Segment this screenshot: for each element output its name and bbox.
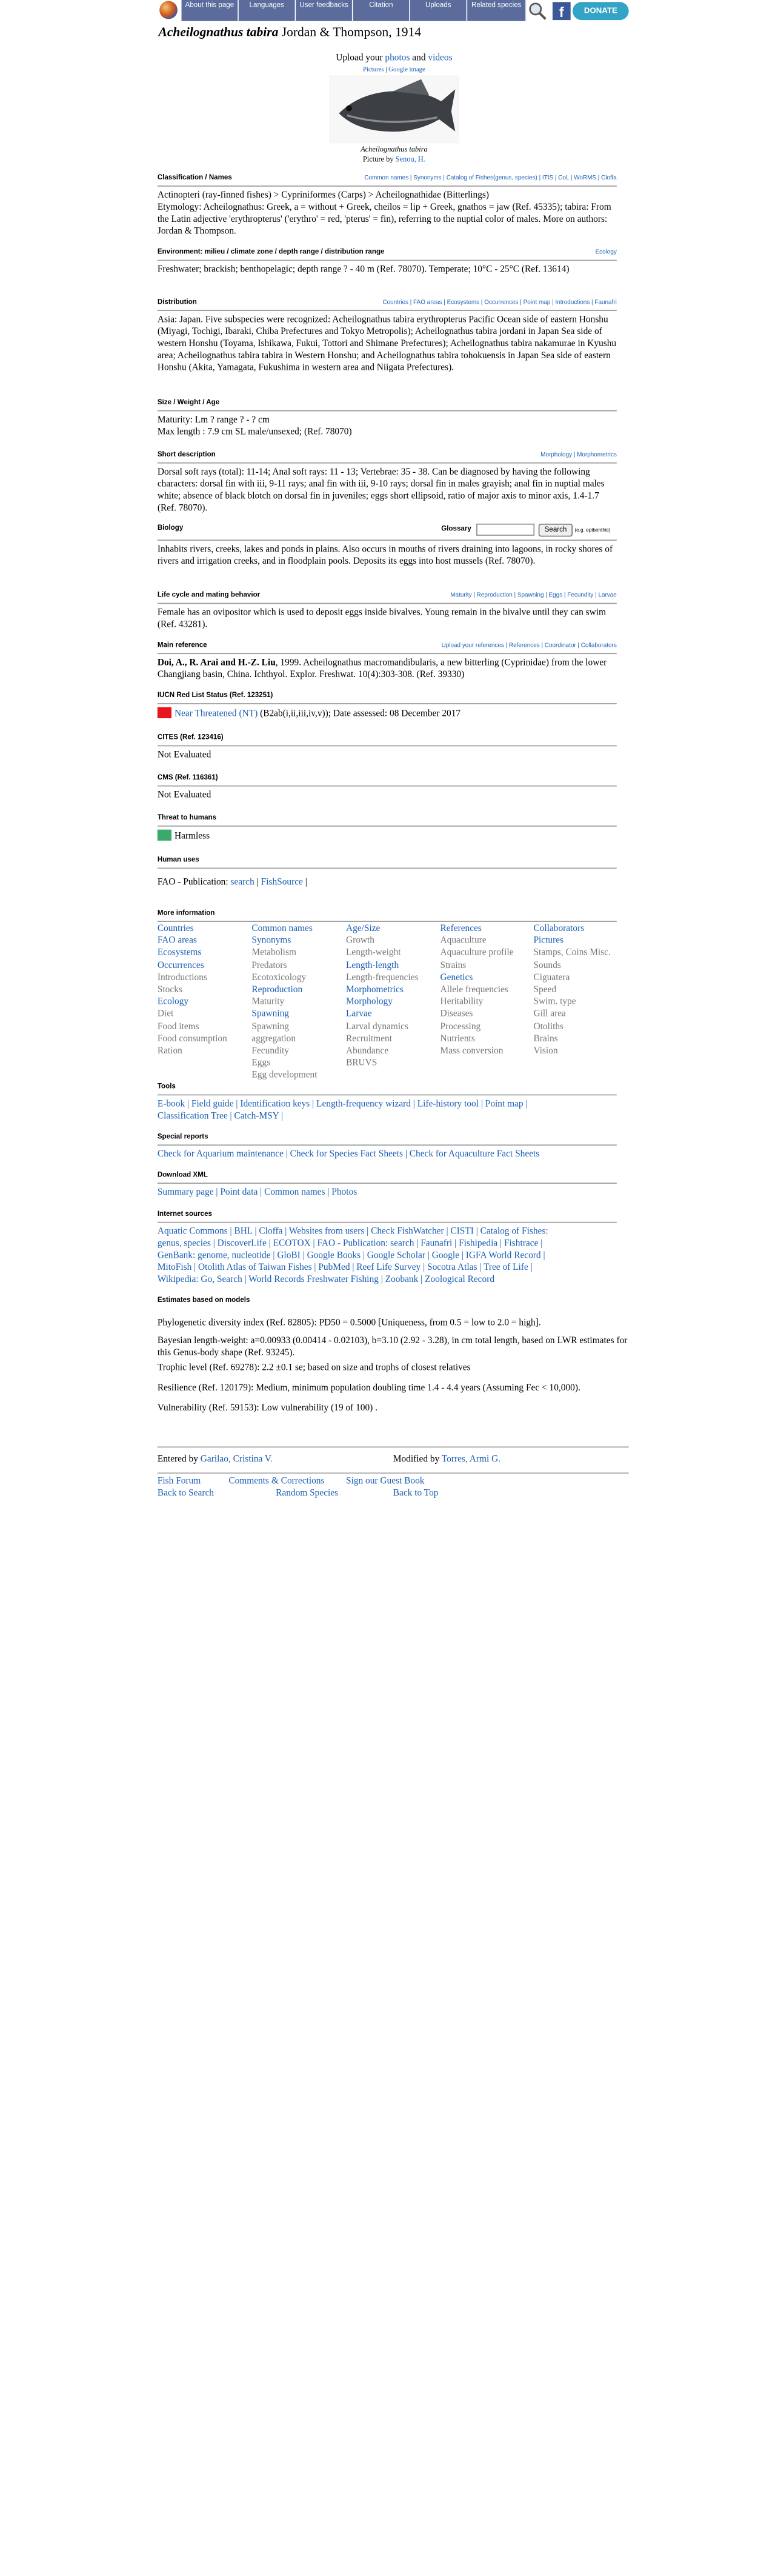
cites-text: Not Evaluated	[157, 750, 211, 761]
more-info-link: Maturity	[251, 997, 285, 1007]
special-section	[158, 1133, 617, 1161]
more-info-link: Food items	[157, 1021, 199, 1032]
more-info-link: Larval dynamics	[345, 1021, 408, 1032]
more-info-link[interactable]: Pictures	[533, 936, 564, 947]
fish-photo[interactable]	[329, 75, 459, 144]
comments-link[interactable]: Comments & Corrections	[228, 1477, 325, 1487]
fish-forum-link[interactable]: Fish Forum	[157, 1477, 201, 1487]
description-links[interactable]: Morphology | Morphometrics	[540, 452, 617, 459]
more-info-link: Ration	[157, 1046, 182, 1056]
glossary-search-button[interactable]: Search	[539, 524, 573, 537]
photographer-link[interactable]: Senou, H.	[395, 154, 425, 164]
more-info-link[interactable]: Ecosystems	[157, 948, 202, 959]
estimates-heading: Estimates based on models	[157, 1296, 250, 1304]
biology-heading: Biology	[157, 524, 184, 532]
more-info-link: Length-frequencies	[345, 973, 419, 983]
cites-heading: CITES (Ref. 123416)	[157, 734, 224, 742]
internet-heading: Internet sources	[157, 1210, 212, 1218]
footer-modified	[393, 1455, 634, 1465]
nav-citation[interactable]: Citation	[353, 0, 410, 21]
glossary-hint: (e.g. epibenthic)	[574, 527, 611, 534]
more-info-link[interactable]: Synonyms	[251, 936, 291, 947]
fishsource-link[interactable]: FishSource	[261, 878, 303, 888]
environment-text: Freshwater; brackish; benthopelagic; depth range ? - 40 m (Ref. 78070). Temperate; 10°C - 25°C (Ref. 13614)	[157, 264, 570, 275]
fao-prefix: FAO - Publication:	[157, 878, 228, 888]
bayesian-lw-text: Bayesian length-weight: a=0.00933 (0.00414 - 0.02103), b=3.10 (2.92 - 3.28), in cm total length, based on LWR estimates for this Genus-body shape (Ref. 93245).	[157, 1336, 628, 1358]
xml-section	[158, 1172, 617, 1199]
maturity-text: Maturity: Lm ? range ? - ? cm	[157, 415, 270, 425]
more-info-column	[441, 923, 535, 1058]
more-info-section	[158, 910, 617, 922]
more-info-link: Strains	[440, 960, 467, 971]
more-info-link: Otoliths	[533, 1021, 564, 1032]
more-info-link[interactable]: Length-length	[345, 960, 399, 971]
top-nav	[159, 0, 629, 22]
human-uses-section	[158, 856, 617, 889]
estimates-section	[158, 1297, 629, 1415]
tools-heading: Tools	[157, 1083, 176, 1090]
phylo-diversity-text: Phylogenetic diversity index (Ref. 82805): PD50 = 0.5000 [Uniqueness, from 0.5 = low to 2.0 = high].	[157, 1318, 541, 1329]
human-uses-tail: |	[305, 878, 307, 888]
tools-links-line2[interactable]: Classification Tree | Catch-MSY |	[157, 1111, 284, 1122]
more-info-link: Gill area	[533, 1009, 566, 1020]
modified-by-label: Modified by	[393, 1454, 440, 1465]
more-info-heading: More information	[157, 910, 215, 917]
size-heading: Size / Weight / Age	[157, 399, 220, 407]
modified-by-link[interactable]: Torres, Armi G.	[441, 1454, 501, 1465]
more-info-link: Speed	[533, 985, 557, 995]
search-icon[interactable]	[528, 1, 548, 21]
iucn-status-swatch	[158, 707, 171, 718]
more-info-link: Predators	[251, 960, 287, 971]
human-uses-sep: |	[256, 878, 259, 888]
distribution-heading: Distribution	[157, 299, 197, 306]
more-info-link: aggregation	[251, 1034, 296, 1044]
more-info-link[interactable]: Collaborators	[533, 924, 585, 934]
fishbase-logo-icon[interactable]	[159, 1, 178, 19]
more-info-link: Eggs	[251, 1058, 271, 1069]
human-uses-heading: Human uses	[157, 856, 199, 864]
more-info-link[interactable]: Ecology	[157, 997, 189, 1007]
lifecycle-links[interactable]: Maturity | Reproduction | Spawning | Eggs | Fecundity | Larvae	[450, 593, 617, 599]
more-info-column	[158, 923, 252, 1058]
picture-by-label: Picture by	[362, 154, 394, 164]
donate-button[interactable]: DONATE	[573, 2, 629, 20]
more-info-link: Stocks	[157, 985, 182, 995]
more-info-link: Ecotoxicology	[251, 973, 307, 983]
reference-text: , 1999. Acheilognathus macromandibularis, a new bitterling (Cyprinidae) from the lower Changjiang basin, China. Ichthyol. Explor. Freshwat. 10(4):303-308. (Ref. 39330)	[157, 658, 607, 681]
google-image-link[interactable]: Google image	[388, 66, 425, 73]
ecology-link[interactable]: Ecology	[595, 250, 617, 256]
back-to-top-link[interactable]: Back to Top	[393, 1489, 439, 1499]
reference-links[interactable]: Upload your references | References | Coordinator | Collaborators	[441, 642, 617, 649]
more-info-link[interactable]: References	[440, 924, 482, 934]
classification-lineage: Actinopteri (ray-finned fishes) > Cypriniformes (Carps) > Acheilognathidae (Bitterlings)	[157, 190, 490, 201]
description-section	[158, 452, 617, 515]
more-info-column	[346, 923, 441, 1070]
guest-book-link[interactable]: Sign our Guest Book	[345, 1477, 425, 1487]
iucn-detail: (B2ab(i,ii,iii,iv,v)); Date assessed: 08 December 2017	[260, 709, 461, 719]
reference-section	[158, 642, 617, 681]
classification-heading: Classification / Names	[157, 174, 232, 182]
more-info-link[interactable]: Age/Size	[345, 924, 381, 934]
entered-by-label: Entered by	[157, 1454, 198, 1465]
threat-swatch	[158, 830, 171, 841]
lifecycle-text: Female has an ovipositor which is used to deposit eggs inside bivalves. Young remain in the bivalve until they can swim (Ref. 43281).	[157, 607, 607, 630]
internet-line[interactable]: Wikipedia: Go, Search | World Records Freshwater Fishing | Zoobank | Zoological Record	[157, 1275, 495, 1286]
upload-line	[159, 53, 629, 64]
max-length-text: Max length : 7.9 cm SL male/unsexed; (Ref. 78070)	[157, 427, 352, 438]
more-info-link: Vision	[533, 1046, 558, 1056]
more-info-link: Growth	[345, 936, 374, 947]
distribution-section	[158, 299, 617, 374]
classification-links[interactable]: Common names | Synonyms | Catalog of Fishes(genus, species) | ITIS | CoL | WoRMS | Cloffa	[364, 175, 617, 182]
glossary-input[interactable]	[476, 524, 534, 536]
distribution-text: Asia: Japan. Five subspecies were recognized: Acheilognathus tabira erythropterus Pacific Ocean side of eastern Honshu (Miyagi, Tochigi, Ibaraki, Chiba Prefectures and Tokyo Metropolis); Acheilognathus tabira jordani in Japan Sea side of western Honshu (Toyama, Ishikawa, Fukui, Tottori and Shimane Prefectures); Acheilognathus tabira nakamurae in Kyushu area; Acheilognathus tabira tabira in Western Honshu; and Acheilognathus tabira tohokuensis in Japan Sea side of eastern Honshu (Akita, Yamagata, Fukushima in western area and Niigata Prefectures).	[157, 315, 617, 373]
more-info-link: Introductions	[157, 973, 207, 983]
xml-links[interactable]: Summary page | Point data | Common names | Photos	[157, 1187, 357, 1198]
back-to-search-link[interactable]: Back to Search	[157, 1489, 214, 1499]
more-info-column	[251, 923, 346, 1083]
pictures-link[interactable]: Pictures	[362, 66, 384, 73]
distribution-links[interactable]: Countries | FAO areas | Ecosystems | Occurrences | Point map | Introductions | Faunafri	[382, 299, 617, 306]
etymology-text: Etymology: Acheilognathus: Greek, a = without + Greek, cheilos = lip + Greek, gnathos = jaw (Ref. 45335); tabira: From the Latin adjective 'erythropterus' ('erythro' = red, 'pterus' = fin), referring to the nuptial color of males. More on authors: Jordan & Thompson.	[157, 202, 611, 237]
tools-section	[158, 1083, 617, 1123]
footer-divider-top	[158, 1447, 629, 1448]
internet-section	[158, 1211, 617, 1286]
upload-prefix: Upload your	[336, 53, 383, 64]
cms-section	[158, 775, 617, 802]
lifecycle-section	[158, 592, 617, 631]
entered-by-link[interactable]: Garilao, Cristina V.	[200, 1454, 273, 1465]
iucn-status-link[interactable]: Near Threatened (NT)	[174, 709, 258, 719]
more-info-link: Spawning	[251, 1021, 289, 1032]
species-name: Acheilognathus tabira	[158, 24, 279, 39]
more-info-link: Diseases	[440, 1009, 473, 1020]
description-heading: Short description	[157, 451, 216, 459]
environment-section	[158, 249, 617, 276]
more-info-link[interactable]: Morphometrics	[345, 985, 404, 995]
more-info-link: Processing	[440, 1021, 481, 1032]
resilience-text: Resilience (Ref. 120179): Medium, minimum population doubling time 1.4 - 4.4 years (Assuming Fec < 10,000).	[157, 1383, 580, 1393]
more-info-link: Fecundity	[251, 1046, 289, 1056]
footer-divider-bottom	[158, 1473, 629, 1474]
more-info-link: Diet	[157, 1009, 174, 1020]
page-title	[158, 24, 421, 40]
trophic-level-text: Trophic level (Ref. 69278): 2.2 ±0.1 se; based on size and trophs of closest relatives	[157, 1363, 471, 1373]
photo-caption	[159, 144, 629, 153]
more-info-link[interactable]: Morphology	[345, 997, 393, 1007]
upload-videos-link[interactable]: videos	[428, 53, 453, 64]
more-info-link: Aquaculture	[440, 936, 487, 947]
more-info-link: Abundance	[345, 1046, 389, 1056]
upload-and: and	[412, 53, 426, 64]
size-section	[158, 399, 617, 439]
threat-heading: Threat to humans	[157, 814, 217, 822]
iucn-section	[158, 692, 617, 720]
more-info-link[interactable]: Genetics	[440, 973, 473, 983]
cites-section	[158, 734, 617, 761]
nav-about[interactable]: About this page	[182, 0, 239, 21]
more-info-link: Allele frequencies	[440, 985, 508, 995]
lifecycle-heading: Life cycle and mating behavior	[157, 592, 261, 599]
cms-text: Not Evaluated	[157, 790, 211, 801]
photo-caption-text: Acheilognathus tabira	[361, 144, 428, 154]
more-info-link: Sounds	[533, 960, 561, 971]
internet-line[interactable]: GenBank: genome, nucleotide | GloBI | Google Books | Google Scholar | Google | IGFA World Record |	[157, 1250, 545, 1261]
special-links[interactable]: Check for Aquarium maintenance | Check for Species Fact Sheets | Check for Aquaculture Fact Sheets	[157, 1149, 540, 1160]
more-info-link: Ciguatera	[533, 973, 570, 983]
more-info-link[interactable]: Spawning	[251, 1009, 289, 1020]
biology-section	[158, 525, 617, 568]
more-info-link: Swim. type	[533, 997, 576, 1007]
more-info-link[interactable]: Larvae	[345, 1009, 372, 1020]
cms-heading: CMS (Ref. 116361)	[157, 774, 218, 782]
more-info-link: Brains	[533, 1034, 558, 1044]
iucn-heading: IUCN Red List Status (Ref. 123251)	[157, 692, 273, 699]
more-info-link: Length-weight	[345, 948, 401, 959]
more-info-link: Nutrients	[440, 1034, 475, 1044]
more-info-link[interactable]: Common names	[251, 924, 313, 934]
glossary-label: Glossary	[441, 526, 471, 533]
more-info-link: Mass conversion	[440, 1046, 504, 1056]
random-species-link[interactable]: Random Species	[276, 1489, 339, 1499]
more-info-link: Recruitment	[345, 1034, 393, 1044]
environment-heading: Environment: milieu / climate zone / depth range / distribution range	[157, 249, 385, 256]
more-info-link: Egg development	[251, 1070, 318, 1081]
species-author: Jordan & Thompson, 1914	[281, 24, 422, 39]
facebook-icon[interactable]: f	[553, 2, 571, 20]
reference-heading: Main reference	[157, 642, 207, 649]
more-info-link: Heritability	[440, 997, 484, 1007]
special-heading: Special reports	[157, 1133, 208, 1141]
more-info-column	[533, 923, 628, 1058]
more-info-link[interactable]: Reproduction	[251, 985, 303, 995]
picture-links	[159, 66, 629, 73]
vulnerability-text: Vulnerability (Ref. 59153): Low vulnerability (19 of 100) .	[157, 1403, 377, 1413]
reference-authors: Doi, A., R. Arai and H.-Z. Liu	[157, 658, 276, 669]
internet-line[interactable]: MitoFish | Otolith Atlas of Taiwan Fishes | PubMed | Reef Life Survey | Socotra Atlas | Tree of Life |	[157, 1263, 533, 1273]
threat-text: Harmless	[174, 831, 210, 842]
nav-uploads[interactable]: Uploads	[410, 0, 467, 21]
nav-user-feedbacks[interactable]: User feedbacks	[296, 0, 353, 21]
more-info-link: Food consumption	[157, 1034, 227, 1044]
nav-related-species[interactable]: Related species	[467, 0, 527, 21]
fao-search-link[interactable]: search	[230, 878, 254, 888]
more-info-link[interactable]: FAO areas	[157, 936, 197, 947]
photo-credit	[159, 155, 629, 164]
internet-line[interactable]: genus, species | DiscoverLife | ECOTOX | FAO - Publication: search | Faunafri | Fishipedia | Fishtrace |	[157, 1238, 543, 1249]
more-info-link: Metabolism	[251, 948, 296, 959]
threat-section	[158, 815, 617, 843]
more-info-link: BRUVS	[345, 1058, 377, 1069]
upload-photos-link[interactable]: photos	[385, 53, 410, 64]
biology-text: Inhabits rivers, creeks, lakes and ponds in plains. Also occurs in mouths of rivers draining into lagoons, in rocky shores of rivers and irrigation creeks, and in floodplain pools. Deposits its eggs into host mussels (Ref. 78070).	[157, 544, 613, 567]
internet-line[interactable]: Aquatic Commons | BHL | Cloffa | Websites from users | Check FishWatcher | CISTI | Catalog of Fishes:	[157, 1227, 548, 1237]
tools-links-line1[interactable]: E-book | Field guide | Identification keys | Length-frequency wizard | Life-history tool | Point map |	[157, 1099, 528, 1110]
more-info-link[interactable]: Countries	[157, 924, 194, 934]
more-info-link[interactable]: Occurrences	[157, 960, 204, 971]
description-text: Dorsal soft rays (total): 11-14; Anal soft rays: 11 - 13; Vertebrae: 35 - 38. Can be diagnosed by having the following characters: dorsal fin with iii, 9-11 rays; anal fin with iii, 9-10 rays; dorsal fin in males grayish; anal fin in nuptial males white; absence of black blotch on dorsal fin in juveniles; eggs short ellipsoid, ratio of major axis to minor axis, 1.4-1.7 (Ref. 78070).	[157, 467, 605, 514]
classification-section	[158, 175, 617, 238]
xml-heading: Download XML	[157, 1172, 208, 1179]
more-info-link: Aquaculture profile	[440, 948, 514, 959]
pictures-sep: |	[385, 66, 387, 73]
nav-languages[interactable]: Languages	[239, 0, 296, 21]
more-info-link: Stamps, Coins Misc.	[533, 948, 611, 959]
